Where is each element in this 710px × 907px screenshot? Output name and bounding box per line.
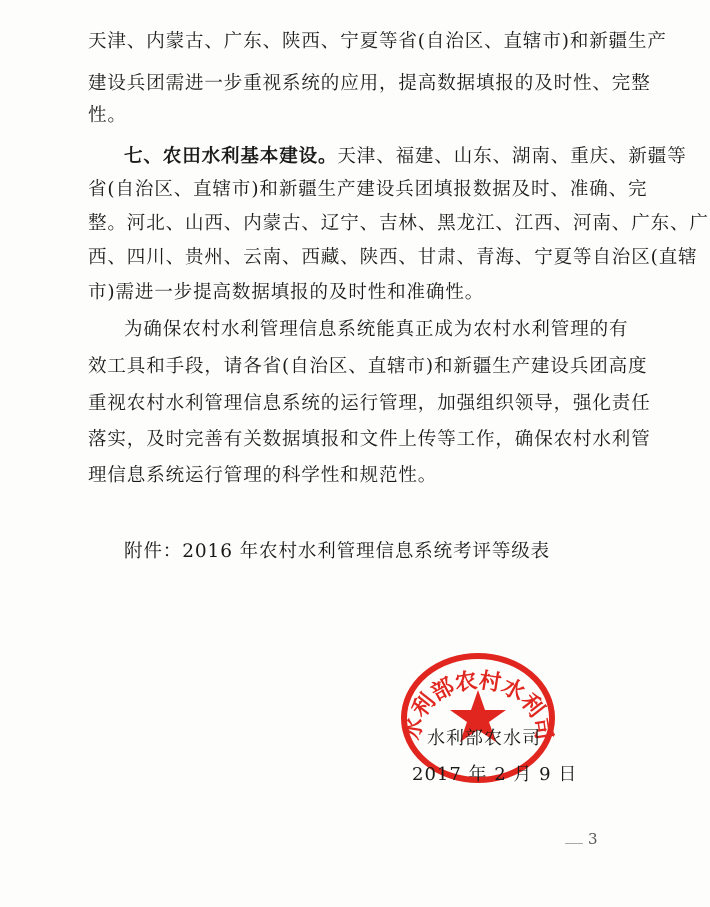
section-heading: 七、农田水利基本建设。 (124, 146, 338, 167)
section-seven-line (124, 145, 687, 169)
body-line: 市)需进一步提高数据填报的及时性和准确性。 (88, 282, 485, 303)
attachment-line: 附件：2016 年农村水利管理信息系统考评等级表 (124, 541, 551, 562)
page-number-rule (565, 843, 583, 844)
body-line: 理信息系统运行管理的科学性和规范性。 (88, 465, 438, 486)
body-line: 落实，及时完善有关数据填报和文件上传等工作，确保农村水利管 (88, 429, 651, 450)
body-line: 性。 (88, 105, 127, 126)
page-number: 3 (588, 830, 598, 848)
body-line: 重视农村水利管理信息系统的运行管理，加强组织领导，强化责任 (88, 393, 651, 414)
signature-date: 2017 年 2 月 9 日 (412, 764, 578, 785)
section-seven-text: 天津、福建、山东、湖南、重庆、新疆等 (337, 146, 687, 167)
body-line: 天津、内蒙古、广东、陕西、宁夏等省(自治区、直辖市)和新疆生产 (88, 31, 667, 52)
body-line: 西、四川、贵州、云南、西藏、陕西、甘肃、青海、宁夏等自治区(直辖 (88, 247, 698, 268)
body-line: 效工具和手段，请各省(自治区、直辖市)和新疆生产建设兵团高度 (88, 356, 648, 377)
seal-text: 水利部农村水利司 (400, 668, 556, 742)
body-line: 整。河北、山西、内蒙古、辽宁、吉林、黑龙江、江西、河南、广东、广 (88, 213, 709, 234)
signature-org: 水利部农水司 (427, 728, 541, 749)
body-line: 省(自治区、直辖市)和新疆生产建设兵团填报数据及时、准确、完 (88, 179, 648, 200)
body-line: 建设兵团需进一步重视系统的应用，提高数据填报的及时性、完整 (88, 73, 651, 94)
body-line: 为确保农村水利管理信息系统能真正成为农村水利管理的有 (124, 319, 629, 340)
